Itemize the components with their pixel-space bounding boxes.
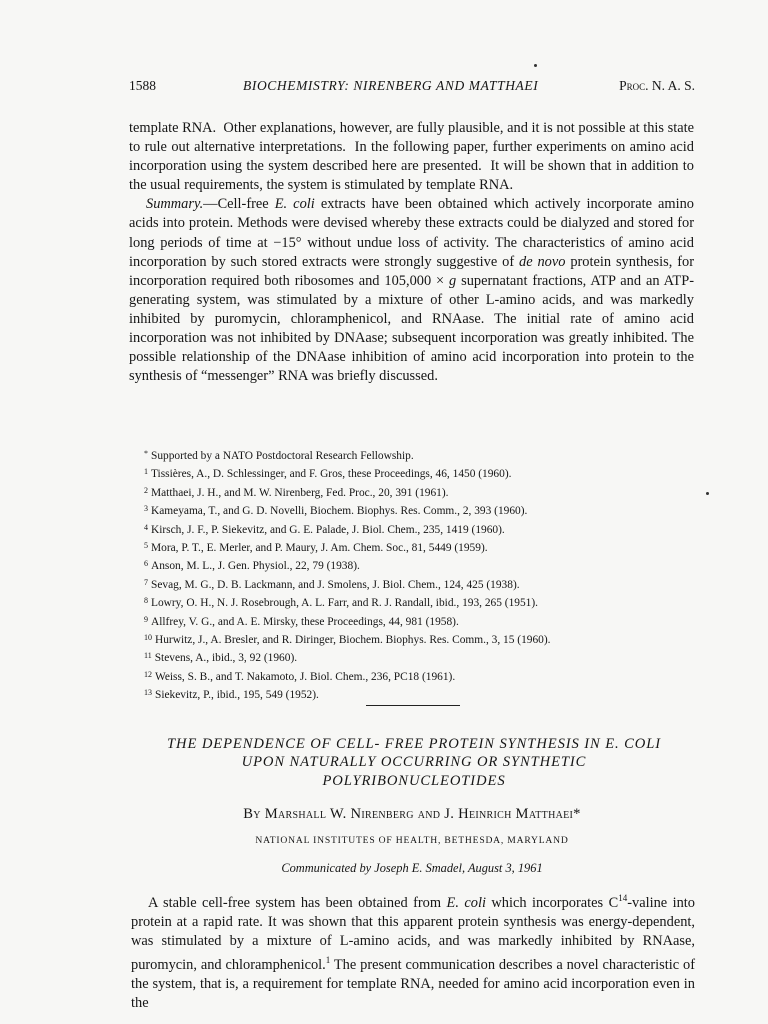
footnote: $^1$ Tissières, A., D. Schlessinger, and F. Gros, these Proceedings, 46, 1450 (1960).	[144, 467, 512, 481]
footnote: $^{11}$ Stevens, A., ibid., 3, 92 (1960).	[144, 651, 298, 665]
summary-paragraph: Summary.—Cell-free E. coli extracts have been obtained which actively incorporate amino acids into protein. Methods were devised whereby these extracts could be dialyzed and stored for long periods of time at −15° without undue loss of activity. The characteristics of amino acid incorporation by such stored extracts were strongly suggestive of de novo protein synthesis, for incorporation required both ribosomes and 105,000 × g supernatant fractions, ATP and an ATP-generating system, was stimulated by a mixture of other L-amino acids, and was markedly inhibited by puromycin, chloramphenicol, and RNAase. The initial rate of amino acid incorporation was not inhibited by DNAase; subsequent incorporation was greatly inhibited. The possible relationship of the DNAase inhibition of amino acid incorporation into protein to the synthesis of “messenger” RNA was briefly discussed.	[129, 196, 694, 385]
opening-paragraph: A stable cell-free system has been obtained from E. coli which incorporates $C^{14}$-valine into protein at a rapid rate. It was shown that this apparent protein synthesis was energy-dependent, was stimulated by a mixture of L-amino acids, and was markedly inhibited by RNAase, puromycin, and chloramphenicol.$^1$ The present communication describes a novel characteristic of the system, that is, a requirement for template RNA, needed for amino acid incorporation even in the	[131, 893, 695, 1012]
article-authors: By Marshall W. Nirenberg and J. Heinrich Matthaei*	[243, 806, 581, 822]
title-line: POLYRIBONUCLEOTIDES	[322, 772, 506, 789]
footnote: $^5$ Mora, P. T., E. Merler, and P. Maury, J. Am. Chem. Soc., 81, 5449 (1959).	[144, 541, 488, 555]
footnote: * Supported by a NATO Postdoctoral Research Fellowship.	[144, 449, 414, 462]
page-number: 1588	[129, 78, 156, 93]
journal-abbreviation: Proc. N. A. S.	[619, 78, 695, 93]
article-opening-text	[131, 889, 695, 1013]
scan-speck	[534, 64, 537, 67]
footnote: $^2$ Matthaei, J. H., and M. W. Nirenberg, Fed. Proc., 20, 391 (1961).	[144, 485, 449, 499]
footnote: $^{10}$ Hurwitz, J., A. Bresler, and R. Diringer, Biochem. Biophys. Res. Comm., 3, 15 (1960).	[144, 633, 551, 647]
footnote: $^7$ Sevag, M. G., D. B. Lackmann, and J. Smolens, J. Biol. Chem., 124, 425 (1938).	[144, 577, 520, 591]
previous-article-text	[129, 119, 694, 386]
footnote: $^9$ Allfrey, V. G., and A. E. Mirsky, these Proceedings, 44, 981 (1958).	[144, 614, 459, 628]
section-divider	[366, 705, 460, 706]
page-header	[129, 78, 695, 96]
footnote: $^8$ Lowry, O. H., N. J. Rosebrough, A. L. Farr, and R. J. Randall, ibid., 193, 265 (1951).	[144, 596, 539, 610]
summary-label: Summary.	[146, 196, 204, 213]
footnote: $^{13}$ Siekevitz, P., ibid., 195, 549 (1952).	[144, 688, 319, 702]
continuation-paragraph: template RNA. Other explanations, however, are fully plausible, and it is not possible at this state to rule out alternative interpretations. In the following paper, further experiments on amino acid incorporation using the system described here are presented. It will be shown that in addition to the usual requirements, the system is stimulated by template RNA.	[129, 120, 695, 194]
running-title: BIOCHEMISTRY: NIRENBERG AND MATTHAEI	[243, 78, 539, 93]
footnote: $^3$ Kameyama, T., and G. D. Novelli, Biochem. Biophys. Res. Comm., 2, 393 (1960).	[144, 504, 528, 518]
footnote: $^4$ Kirsch, J. F., P. Siekevitz, and G. E. Palade, J. Biol. Chem., 235, 1419 (1960).	[144, 522, 505, 536]
communicated-by: Communicated by Joseph E. Smadel, August 3, 1961	[281, 861, 543, 875]
reference-marker: 1	[325, 955, 331, 966]
footnote: $^{12}$ Weiss, S. B., and T. Nakamoto, J. Biol. Chem., 236, PC18 (1961).	[144, 669, 456, 683]
title-line: UPON NATURALLY OCCURRING OR SYNTHETIC	[241, 754, 587, 771]
footnotes	[144, 446, 704, 704]
author-affiliation: NATIONAL INSTITUTES OF HEALTH, BETHESDA, MARYLAND	[255, 835, 569, 846]
article-title	[120, 735, 708, 790]
scan-speck	[706, 492, 709, 495]
title-line: THE DEPENDENCE OF CELL- FREE PROTEIN SYNTHESIS IN E. COLI	[167, 736, 661, 752]
footnote: $^6$ Anson, M. L., J. Gen. Physiol., 22, 79 (1938).	[144, 559, 360, 573]
